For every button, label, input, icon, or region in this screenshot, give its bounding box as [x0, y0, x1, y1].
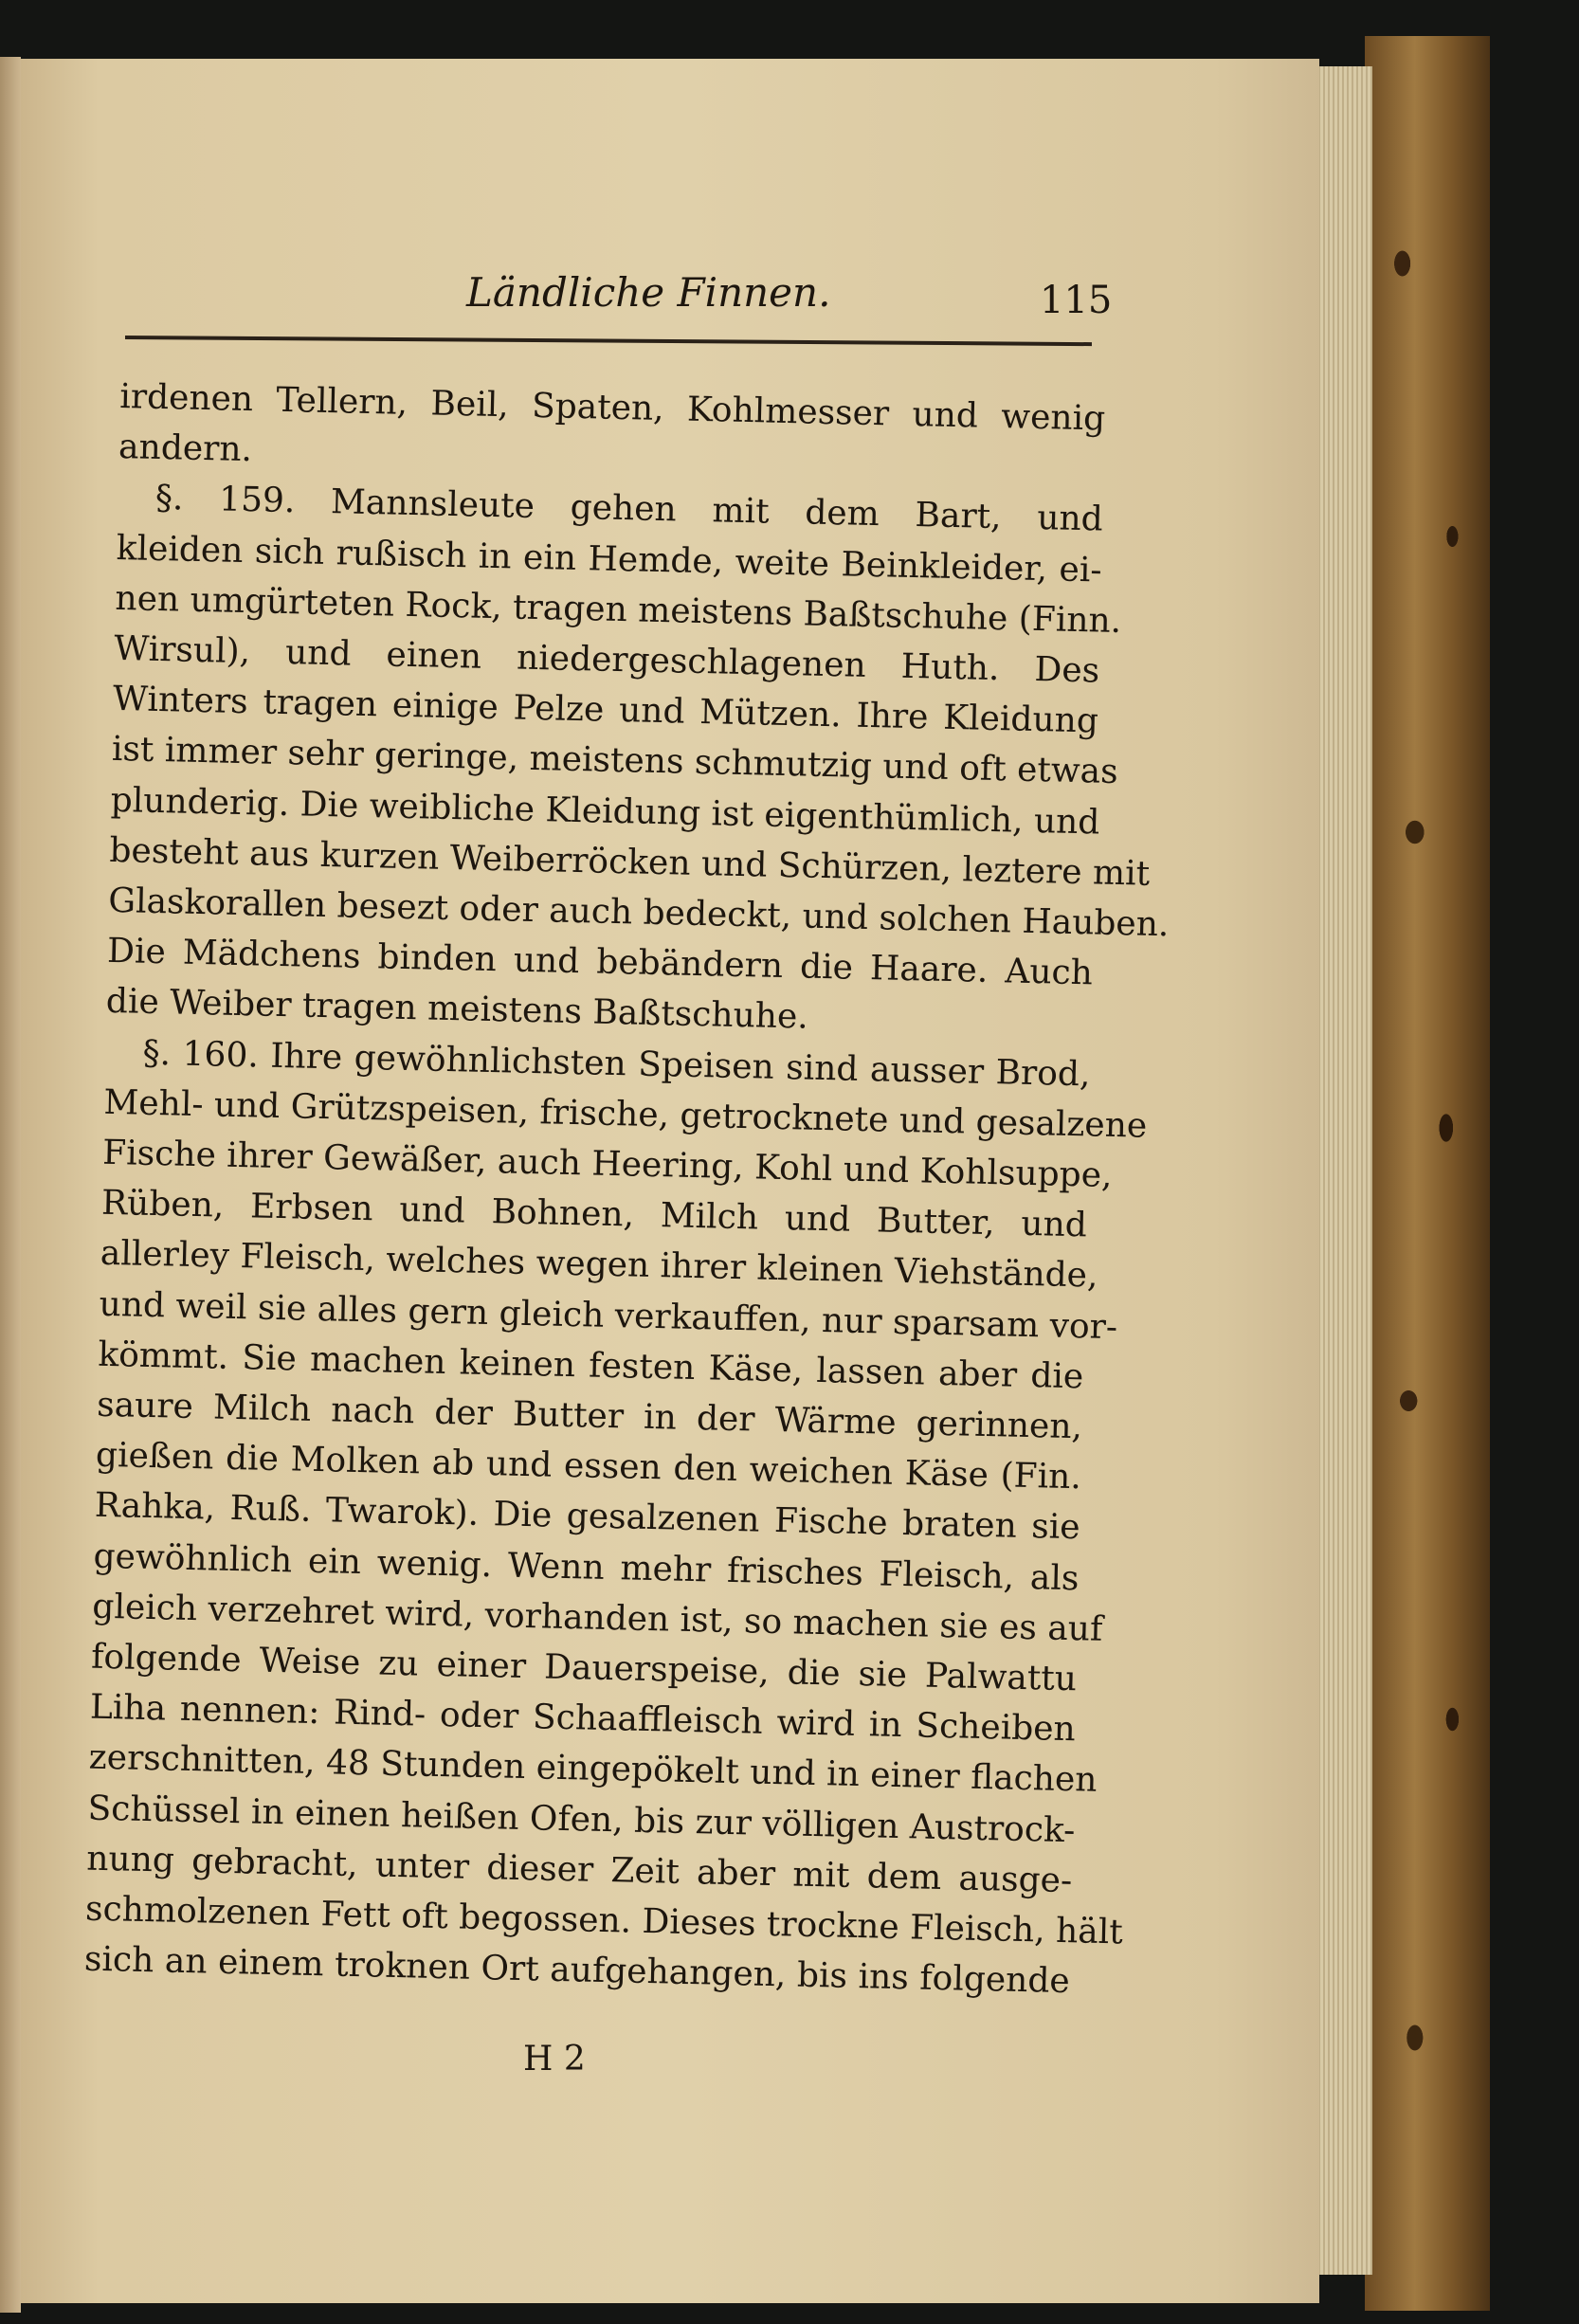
text-line: sich an einem troknen Ort aufgehangen, bis ins folgende: [83, 1939, 1071, 2002]
text-line: zerschnitten, 48 Stunden eingepökelt und in einer flachen: [88, 1738, 1098, 1801]
text-line: nen umgürteten Rock, tragen meistens Baßtschuhe (Finn.: [115, 578, 1122, 641]
text-line: Die Mädchens binden und bebändern die Haare. Auch: [106, 932, 1094, 993]
text-line: andern.: [118, 427, 253, 470]
text-line: Fische ihrer Gewäßer, auch Heering, Kohl und Kohlsuppe,: [101, 1133, 1113, 1196]
text-line: Wirsul), und einen niedergeschlagenen Huth. Des: [113, 628, 1100, 691]
body-text: [83, 372, 1170, 2007]
text-line: Schüssel in einen heißen Ofen, bis zur völligen Austrock-: [87, 1788, 1076, 1850]
text-line: Liha nennen: Rind- oder Schaaffleisch wird in Scheiben: [89, 1687, 1077, 1750]
text-line: irdenen Tellern, Beil, Spaten, Kohlmesser und wenig: [118, 376, 1106, 439]
text-line: Winters tragen einige Pelze und Mützen. Ihre Kleidung: [112, 680, 1099, 741]
text-line: folgende Weise zu einer Dauerspeise, die sie Palwattu: [90, 1637, 1078, 1699]
text-line: kleiden sich rußisch in ein Hemde, weite Beinkleider, ei-: [116, 528, 1102, 590]
marbled-cover-board: [1365, 36, 1490, 2311]
page-number: 115: [1040, 279, 1113, 322]
text-line: §. 159. Mannsleute gehen mit dem Bart, und: [154, 479, 1104, 539]
text-line: besteht aus kurzen Weiberröcken und Schürzen, leztere mit: [109, 830, 1151, 894]
text-line: Rüben, Erbsen und Bohnen, Milch und Butter, und: [100, 1184, 1088, 1245]
running-head: Ländliche Finnen.: [466, 269, 831, 316]
text-line: kömmt. Sie machen keinen festen Käse, lassen aber die: [97, 1334, 1084, 1397]
signature-mark: H 2: [523, 2040, 586, 2079]
facing-page-edge: [0, 57, 21, 2313]
text-line: Rahka, Ruß. Twarok). Die gesalzenen Fische braten sie: [94, 1486, 1081, 1548]
text-line: gießen die Molken ab und essen den weichen Käse (Fin.: [95, 1435, 1082, 1498]
text-line: saure Milch nach der Butter in der Wärme gerinnen,: [96, 1385, 1083, 1447]
text-line: die Weiber tragen meistens Baßtschuhe.: [105, 982, 809, 1038]
text-line: allerley Fleisch, welches wegen ihrer kleinen Viehstände,: [100, 1234, 1098, 1297]
header-rule: [125, 336, 1092, 346]
book-page: [21, 59, 1319, 2303]
text-line: schmolzenen Fett oft begossen. Dieses trockne Fleisch, hält: [84, 1889, 1124, 1952]
text-line: plunderig. Die weibliche Kleidung ist eigenthümlich, und: [110, 780, 1100, 843]
text-line: und weil sie alles gern gleich verkauffen, nur sparsam vor-: [99, 1284, 1118, 1347]
text-line: gewöhnlich ein wenig. Wenn mehr frisches Fleisch, als: [93, 1536, 1080, 1598]
text-line: Mehl- und Grützspeisen, frische, getrocknete und gesalzene: [103, 1082, 1148, 1146]
text-line: §. 160. Ihre gewöhnlichsten Speisen sind ausser Brod,: [142, 1033, 1091, 1095]
text-line: Glaskorallen besezt oder auch bedeckt, und solchen Hauben.: [107, 881, 1170, 945]
text-line: ist immer sehr geringe, meistens schmutzig und oft etwas: [111, 730, 1119, 792]
text-line: gleich verzehret wird, vorhanden ist, so machen sie es auf: [91, 1587, 1103, 1649]
text-line: nung gebracht, unter dieser Zeit aber mit dem ausge-: [85, 1839, 1073, 1901]
